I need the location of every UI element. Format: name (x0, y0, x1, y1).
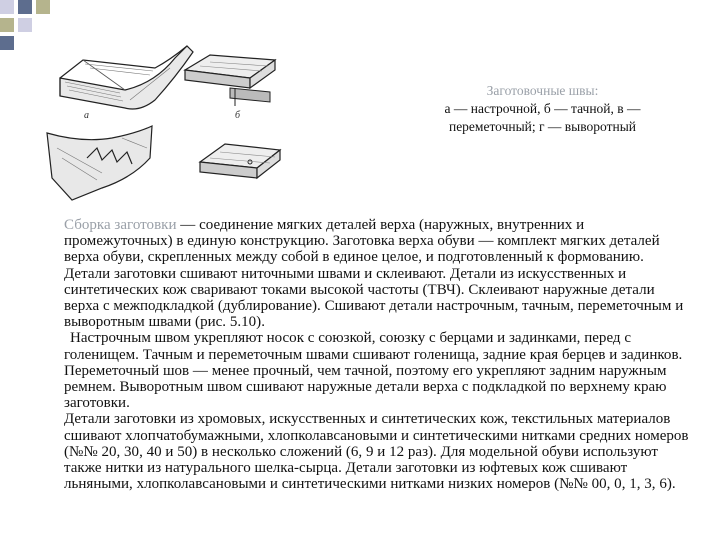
caption-title: Заготовочные швы: (486, 83, 599, 98)
deco-square (36, 0, 50, 14)
figure-label-a: а (84, 110, 89, 121)
seam-figure-b (180, 40, 280, 115)
paragraph-1 (64, 217, 692, 330)
deco-square (18, 0, 32, 14)
caption-text: а — настрочной, б — тачной, в — переметочный; г — выворотный (444, 101, 641, 134)
seam-figure-a (55, 38, 195, 118)
deco-square (18, 18, 32, 32)
seam-figure-d (195, 122, 285, 192)
term-lead: Сборка заготовки (64, 217, 177, 233)
figure-caption (420, 82, 665, 136)
deco-square (0, 18, 14, 32)
corner-decoration (0, 0, 60, 50)
paragraph-3: Детали заготовки из хромовых, искусственных и синтетических кож, текстильных материалов сшивают хлопчатобумажными, хлопколавсановыми и синтетическими нитками средних номеров (№№ 20, 30, 40 и 50) в несколько сложений (6, 9 и 12 раз). Для модельной обуви используют также нитки из натурального шелка-сырца. Детали заготовки из юфтевых кож сшивают льняными, хлопколавсановыми и синтетическими нитками низких номеров (№№ 00, 0, 1, 3, 6). (64, 411, 689, 493)
figure-label-b: б (235, 110, 241, 121)
body-text (64, 217, 692, 492)
seam-figure-c (42, 118, 162, 203)
paragraph-2: Настрочным швом укрепляют носок с союзкой, союзку с берцами и задинками, перед с голенищем. Тачным и переметочным швами сшивают голенища, задние края берцев и задинков. Переметочный шов — менее прочный, чем тачной, поэтому его укрепляют задним наружным ремнем. Выворотным швом сшивают наружные детали верха с подкладкой по верхнему краю заготовки. (64, 330, 683, 412)
deco-square (0, 36, 14, 50)
deco-square (0, 0, 14, 14)
paragraph-1-text: — соединение мягких деталей верха (наружных, внутренних и промежуточных) в единую конструкцию. Заготовка верха обуви — комплект мягких деталей верха обуви, скрепленных между собой в единое целое, и подготовленный к формованию. Детали заготовки сшивают ниточными швами и склеивают. Детали из искусственных и синтетических кож сваривают токами высокой частоты (ТВЧ). Склеивают наружные детали верха с межподкладкой (дублирование). Сшивают детали настрочным, тачным, переметочным и выворотным швами (рис. 5.10). (64, 217, 684, 331)
